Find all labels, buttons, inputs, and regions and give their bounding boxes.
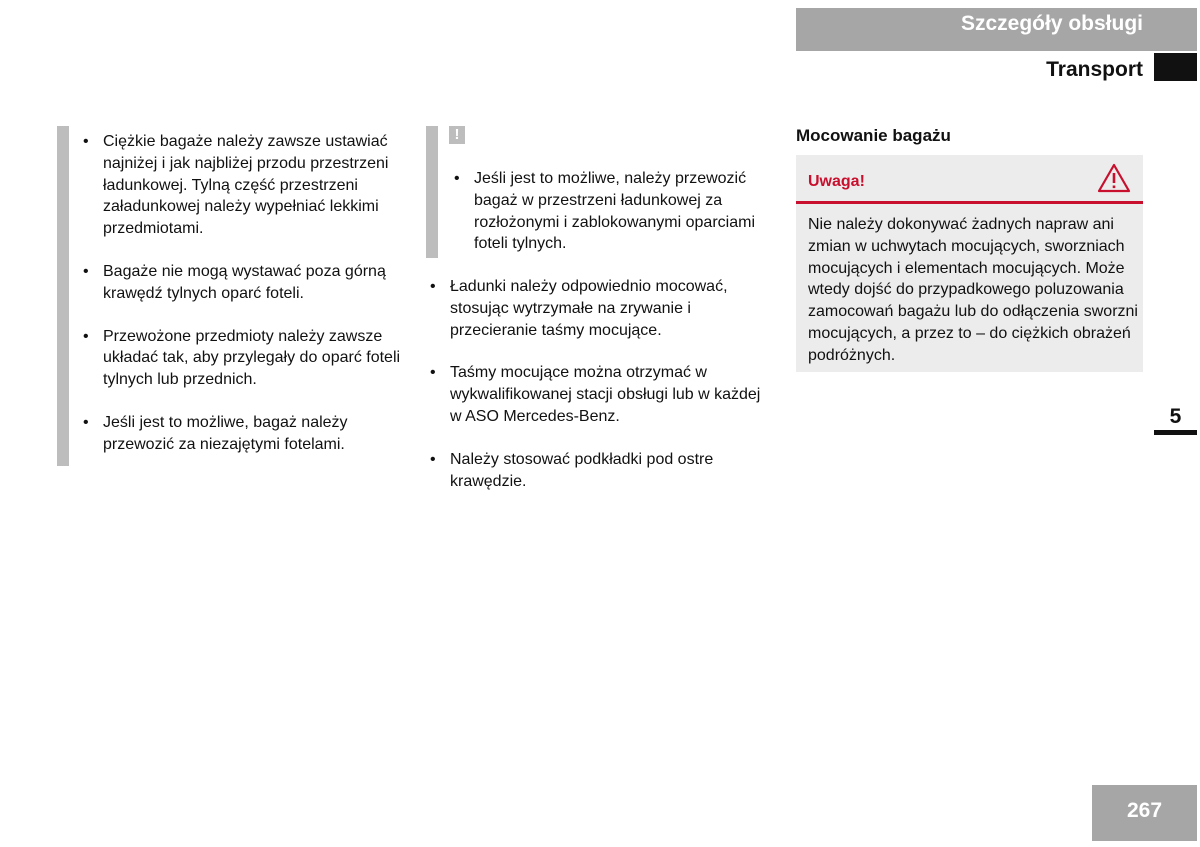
chapter-title: Transport [1046,58,1143,81]
exclamation-icon: ! [449,126,465,144]
subsection-title: Mocowanie bagażu [796,126,951,145]
warning-triangle-icon [1097,163,1131,193]
section-title: Szczegóły obsługi [960,12,1143,35]
list-item: • Przewożone przedmioty należy zawsze układać tak, aby przylegały do oparć foteli tylnych lub przednich. [79,326,402,391]
warning-header [796,155,1143,204]
note-sidebar-bar [57,126,69,466]
note-sidebar-bar [426,126,438,258]
list-item: • Taśmy mocujące można otrzymać w wykwalifikowanej stacji obsługi lub w każdej w ASO Mercedes-Benz. [426,362,776,427]
page-number: 267 [1092,785,1197,841]
note-bullet-list [450,168,776,276]
list-item: • Jeśli jest to możliwe, bagaż należy przewozić za niezajętymi fotelami. [79,412,402,456]
warning-text: Nie należy dokonywać żadnych napraw ani zmian w uchwytach mocujących, sworzniach mocujących i elementach mocujących. Może wtedy dojść do przypadkowego poluzowania zamocowań bagażu lub do odłączenia sworzni mocujących, a przez to – do ciężkich obrażeń podróżnych. [808,216,1138,364]
column-left [57,126,402,477]
chapter-marker-block [1154,53,1197,81]
list-item: • Ładunki należy odpowiednio mocować, stosując wytrzymałe na zrywanie i przecieranie taśmy mocujące. [426,276,776,341]
bullet-list [57,126,402,456]
list-item: • Bagaże nie mogą wystawać poza górną krawędź tylnych oparć foteli. [79,261,402,305]
chapter-tab: 5 [1154,402,1197,435]
bullet-list [426,276,776,513]
list-item: • Należy stosować podkładki pod ostre krawędzie. [426,449,776,493]
column-right [796,126,1143,364]
list-item: • Jeśli jest to możliwe, należy przewozić bagaż w przestrzeni ładunkowej za rozłożonymi i zablokowanymi oparciami foteli tylnych. [450,168,776,255]
list-item: • Ciężkie bagaże należy zawsze ustawiać najniżej i jak najbliżej przodu przestrzeni ładunkowej. Tylną część przestrzeni załadunkowej należy wypełniać lekkimi przedmiotami. [79,131,402,240]
warning-box [796,155,1143,372]
warning-label: Uwaga! [808,173,865,190]
